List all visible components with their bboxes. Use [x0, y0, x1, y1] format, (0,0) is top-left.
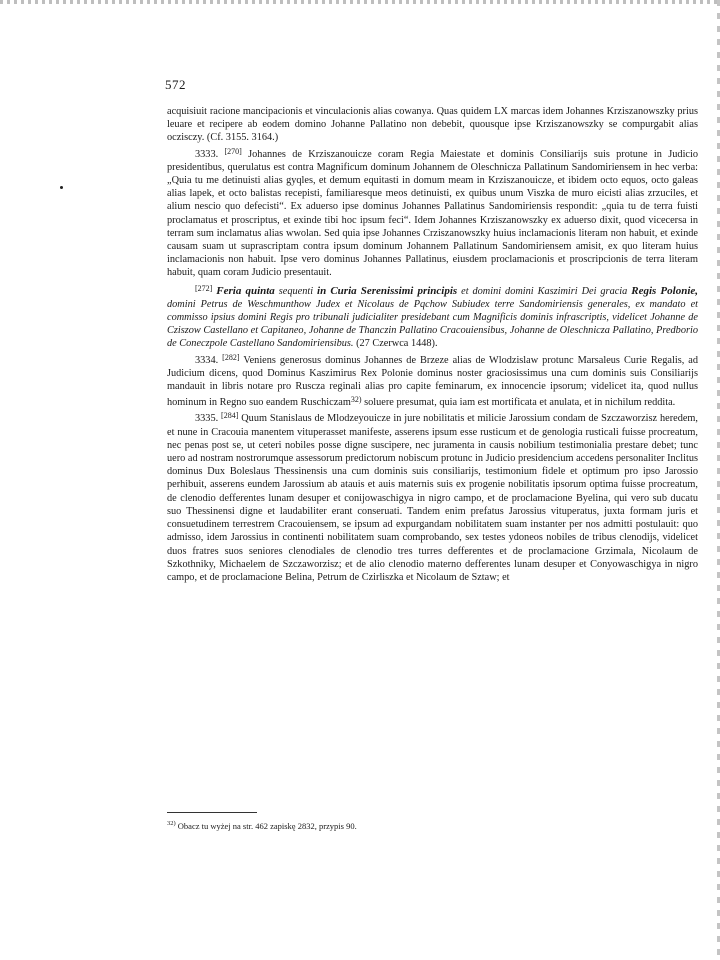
entry-number: 3333.: [195, 148, 219, 160]
session-text: sequenti: [278, 285, 314, 297]
session-king: Regis Polonie,: [631, 284, 699, 297]
session-text: domini Petrus de Weschmunthow Judex et Nicolaus de Pqchow Subiudex terre Sandomiriensis generales, ex mandato et commisso ipsius domini Regis pro tribunali judicialiter presidebant cum Magnificis dominis infrascriptis, videlicet Johanne de Cziszow Castellano et Capitaneo, Johanne de Thanczin Pallatino Cracouiensibus, Johanne de Oleschnicza Pallatino, Predborio de Coneczpole Castellano Sandomiriensibus.: [167, 298, 698, 350]
manuscript-ref: [282]: [222, 352, 240, 362]
session-place: in Curia Serenissimi principis: [317, 284, 458, 297]
manuscript-ref: [272]: [195, 283, 213, 293]
scan-speck: [60, 186, 63, 189]
scan-top-edge: [0, 0, 720, 4]
paragraph-text: soluere presumat, quia iam est mortificata et anulata, et in nichilum reddita.: [364, 397, 676, 409]
paragraph-3335: [167, 409, 698, 584]
manuscript-ref: [270]: [224, 146, 242, 156]
paragraph-text: Johannes de Krziszanouicze coram Regia Maiestate et dominis Consiliarijs suis protune in Judicio presidentibus, querulatus est contra Magnificum dominum Johannem de Oleschnicza Pallatinum Sandomiriensem in hec verba: „Quia tu me detinuisti alias gyqles, et demum equitasti in domum meam in Krziszanouicze, et ibidem octo equos, octo galeas alias lapek, et octo balistas recepisti, familiaresque meos detinuisti, ex quibus unum Viszka de muro eicisti alias zrzuciles, et alium nescio quo defecisti“. Ex aduerso ipse dominus Johannes Pallatinus Sandomiriensis respondit: „quia tu de terra fuisti proclamatus et proscriptus, et exinde tibi hoc ipsum feci“. Idem Johannes Krziszanowszky ex aduerso dixit, quod vicecersa in terram sum inclamatus alias wwolan. Sed quia ipse Johannes Crziszanowszky huius inclamacionis literam non habuit, et exinde causam suam ut suprascriptam contra ipsum dominum Johannem Pallatinum Sandomiriensem amisit, ex quo literam huius inclamacionis non habuit. Ipse vero dominus Johannes Pallatinus, eiusdem proclamacionis et proscripcionis de terra literam habuit, quam coram Judicio presentauit.: [167, 148, 699, 279]
paragraph-3333: [167, 145, 698, 280]
paragraph-3334: [167, 351, 698, 410]
session-date: (27 Czerwca 1448).: [356, 338, 438, 350]
footnote-text: Obacz tu wyżej na str. 462 zapiskę 2832, przypis 90.: [177, 820, 357, 831]
footnote-ref[interactable]: 32): [350, 395, 362, 405]
paragraph-continuation: [167, 105, 698, 145]
manuscript-ref: [284]: [221, 411, 239, 421]
paragraph-text: Quum Stanislaus de Mlodzeyouicze in jure nobilitatis et milicie Jarossium condam de Szczaworzisz heredem, et nune in Cracouia manentem vituperasset manifeste, asserens ipsum esse rusticum et de genologia rusticali fuisse procreatum, nec penas post se, ut ceteri nobiles posse digne suscipere, nec juramenta in causis nobilium testimonialia prestare debet; tunc uero ad nostram nostrorumque assessorum predictorum nobiscum protunc in Judicio presidencium accedens personaliter Inclitus dominus Dux Boleslaus Thessinensis una cum dominis suis consiliarijs, testimonium fidele et optimum pro ipso Jarossio perhibuit, asserens eundem Jarossium ab atauis et auis maternis suis ex progenie nobilitatis ipsorum optima fuisse procreatum, de clenodio defferentes lunam desuper et conijowaschigya in nigro campo, et de proclamacione Byelina, qui vero sub ducatu suo Thessinensi digne et laudabiliter erant conseruati. Tandem enim prefatus Jarossius vituperatus, juxta formam juris et consuetudinem terrestrem Cracouiensem, se ipsum ad expurgandam nobilitatem suam instanter per nos admitti postulauit: quo admisso, idem Jarossius in continenti nobilitatem suam comprobando, sex testes ydoneos nobiles de tribus clenodijs, videlicet duos fratres suos seniores clenodiales de clenodio tres turres defferentes et de proclamacione Grzimala, Nicolaum de Szkothniky, Michaelem de Szczaworzisz; et de alio clenodio materno defferentes lunam desuper et Conyowaschigya in nigro campo, et de proclamacione Belina, Petrum de Czirliszka et Nicolaum de Sztaw; et: [167, 413, 699, 583]
main-text: [167, 105, 698, 584]
paragraph-text: Veniens generosus dominus Johannes de Brzeze alias de Wlodzislaw protunc Marsaleus Curie Regalis, ad Judicium dicens, quod Dominus Kaszimirus Rex Polonie dominus noster graciosissimus una cum dominis suis Consiliarijs mandauit in libris notare pro Rusczа reginali alias pro capite feminarum, ex innocencie ipsorum; videlicet ita, quod nullus hominum in Regno suo eandem Ruschiczam: [167, 354, 698, 409]
paragraph-session-heading: [167, 282, 698, 351]
footnote-rule: [167, 812, 257, 813]
footnote: [167, 820, 698, 831]
session-day: Feria quinta: [216, 284, 275, 297]
session-text: et domini domini Kaszimiri Dei gracia: [461, 285, 628, 297]
paragraph-text: acquisiuit racione mancipacionis et vinculacionis alias cowanya. Quas quidem LX marcas idem Johannes Krziszanowszky prius leuare et recipere ab eodem domino Johanne Pallatino non debebit, quousque ipse Krziszanowszky se compurgabit alias oczisczy. (Cf. 3155. 3164.): [167, 106, 698, 144]
footnote-marker: 32): [167, 820, 176, 827]
entry-number: 3335.: [195, 413, 219, 425]
entry-number: 3334.: [195, 354, 219, 366]
page-number: 572: [165, 77, 186, 92]
